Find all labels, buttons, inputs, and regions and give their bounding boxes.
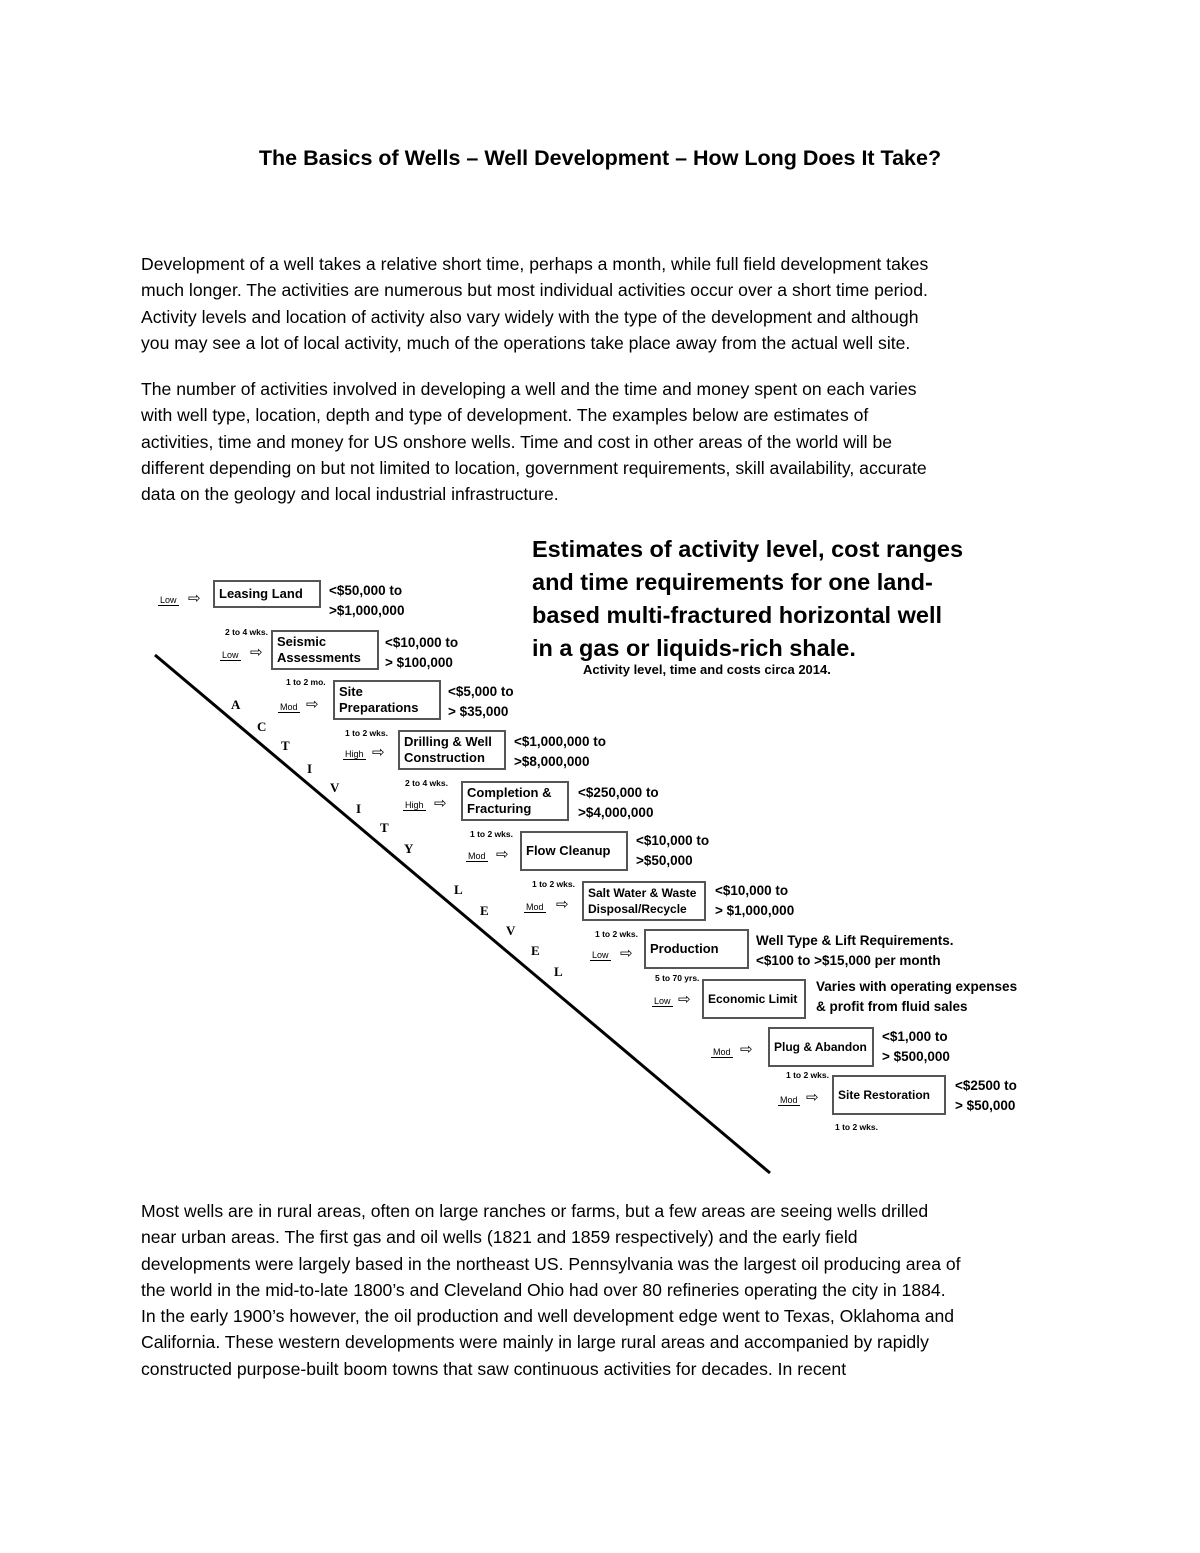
text-line: California. These western developments were mainly in large rural areas and accompanied by rapidly [141, 1332, 929, 1353]
activity-level: Low [654, 996, 671, 1006]
activity-level: Low [592, 950, 609, 960]
text-line: with well type, location, depth and type of development. The examples below are estimates of [141, 405, 869, 426]
heading-line: Estimates of activity level, cost ranges [532, 536, 964, 562]
step-completion-fracturing: Completion & Fracturing [461, 781, 569, 821]
cost-range: <$10,000 to > $100,000 [385, 635, 459, 670]
text-line: data on the geology and local industrial infrastructure. [141, 484, 559, 505]
activity-level: Mod [468, 851, 486, 861]
arrow-right-icon: ⇨ [188, 590, 201, 607]
axis-letter: L [554, 964, 563, 979]
activity-level: Low [222, 650, 239, 660]
arrow-right-icon: ⇨ [556, 896, 569, 913]
axis-letter: A [231, 697, 241, 712]
duration-label: 1 to 2 wks. [470, 829, 513, 839]
step-salt-water-disposal: Salt Water & Waste Disposal/Recycle [582, 881, 706, 921]
axis-letter: Y [404, 841, 414, 856]
text-line: The number of activities involved in developing a well and the time and money spent on each varies [141, 379, 917, 399]
activity-level: High [405, 800, 424, 810]
axis-letter: V [330, 780, 340, 795]
text-line: Activity levels and location of activity also vary widely with the type of the development and although [141, 306, 919, 327]
text-line: you may see a lot of local activity, much of the operations take place away from the actual well site. [141, 332, 911, 353]
step-flow-cleanup: Flow Cleanup [520, 831, 628, 871]
activity-level: Low [160, 595, 177, 605]
heading-line: based multi-fractured horizontal well [532, 602, 942, 628]
arrow-right-icon: ⇨ [306, 696, 319, 713]
text-line: activities, time and money for US onshore wells. Time and cost in other areas of the world will be [141, 431, 893, 452]
duration-label: 5 to 70 yrs. [655, 973, 700, 983]
cost-range: Varies with operating expenses & profit from fluid sales [816, 979, 1018, 1014]
text-line: constructed purpose-built boom towns that saw continuous activities for decades. In recent [141, 1358, 847, 1379]
activity-level: Mod [526, 902, 544, 912]
cost-range: <$10,000 to >$50,000 [636, 833, 710, 868]
cost-range: <$2500 to > $50,000 [955, 1078, 1017, 1113]
text-line: Most wells are in rural areas, often on large ranches or farms, but a few areas are seeing wells drilled [141, 1201, 929, 1221]
intro-paragraph [141, 251, 1066, 356]
page-title: The Basics of Wells – Well Development – How Long Does It Take? [258, 146, 942, 170]
history-paragraph [141, 1198, 1066, 1382]
arrow-right-icon: ⇨ [434, 795, 447, 812]
step-site-preparations: Site Preparations [333, 680, 441, 720]
arrow-right-icon: ⇨ [620, 945, 633, 962]
axis-letter: I [307, 761, 313, 776]
cost-range: <$1,000,000 to >$8,000,000 [514, 734, 606, 769]
figure-subheading: Activity level, time and costs circa 2014. [583, 662, 831, 677]
axis-letter: L [454, 882, 463, 897]
axis-letter: V [506, 923, 516, 938]
duration-label: 1 to 2 wks. [595, 929, 638, 939]
text-line: developments were largely based in the northeast US. Pennsylvania was the largest oil producing area of [141, 1253, 961, 1274]
heading-line: and time requirements for one land- [532, 569, 933, 595]
well-development-diagram [140, 525, 1060, 1185]
cost-range: Well Type & Lift Requirements. <$100 to >$15,000 per month [756, 933, 954, 968]
axis-letter: E [480, 903, 489, 918]
axis-letter: E [531, 943, 540, 958]
axis-letter: I [356, 801, 362, 816]
duration-label: 2 to 4 wks. [225, 627, 268, 637]
activity-level: High [345, 749, 364, 759]
step-plug-abandon: Plug & Abandon [768, 1027, 874, 1067]
step-production: Production [644, 929, 749, 969]
activities-paragraph [141, 376, 1066, 507]
step-site-restoration: Site Restoration [832, 1075, 946, 1115]
figure-heading [532, 533, 963, 665]
cost-range: <$5,000 to > $35,000 [448, 684, 514, 719]
arrow-right-icon: ⇨ [496, 846, 509, 863]
step-economic-limit: Economic Limit [702, 979, 806, 1019]
activity-level: Mod [713, 1047, 731, 1057]
text-line: much longer. The activities are numerous but most individual activities occur over a short time period. [141, 280, 928, 301]
cost-range: <$1,000 to > $500,000 [882, 1029, 950, 1064]
cost-range: <$50,000 to >$1,000,000 [329, 583, 405, 618]
heading-line: in a gas or liquids-rich shale. [532, 635, 856, 661]
cost-range: <$250,000 to >$4,000,000 [578, 785, 659, 820]
axis-letter: T [380, 820, 389, 835]
text-line: Development of a well takes a relative short time, perhaps a month, while full field development takes [141, 254, 929, 274]
text-line: different depending on but not limited to location, government requirements, skill availability, accurate [141, 457, 927, 478]
axis-letter: T [281, 738, 290, 753]
step-drilling-construction: Drilling & Well Construction [398, 730, 506, 770]
activity-level: Mod [280, 702, 298, 712]
duration-label: 1 to 2 wks. [532, 879, 575, 889]
step-leasing-land: Leasing Land [213, 580, 321, 608]
arrow-right-icon: ⇨ [250, 644, 263, 661]
arrow-right-icon: ⇨ [678, 991, 691, 1008]
step-seismic-assessments: Seismic Assessments [271, 630, 379, 670]
text-line: In the early 1900’s however, the oil production and well development edge went to Texas, Oklahoma and [141, 1306, 955, 1327]
duration-label: 1 to 2 wks. [835, 1122, 878, 1132]
text-line: the world in the mid-to-late 1800’s and Cleveland Ohio had over 80 refineries operating the city in 1884. [141, 1279, 946, 1300]
axis-letter: C [257, 719, 267, 734]
text-line: near urban areas. The first gas and oil wells (1821 and 1859 respectively) and the early field [141, 1227, 858, 1248]
arrow-right-icon: ⇨ [372, 744, 385, 761]
duration-label: 1 to 2 wks. [345, 728, 388, 738]
duration-label: 1 to 2 mo. [286, 677, 326, 687]
cost-range: <$10,000 to > $1,000,000 [715, 883, 795, 918]
duration-label: 2 to 4 wks. [405, 778, 448, 788]
activity-level: Mod [780, 1095, 798, 1105]
arrow-right-icon: ⇨ [806, 1089, 819, 1106]
arrow-right-icon: ⇨ [740, 1041, 753, 1058]
duration-label: 1 to 2 wks. [786, 1070, 829, 1080]
